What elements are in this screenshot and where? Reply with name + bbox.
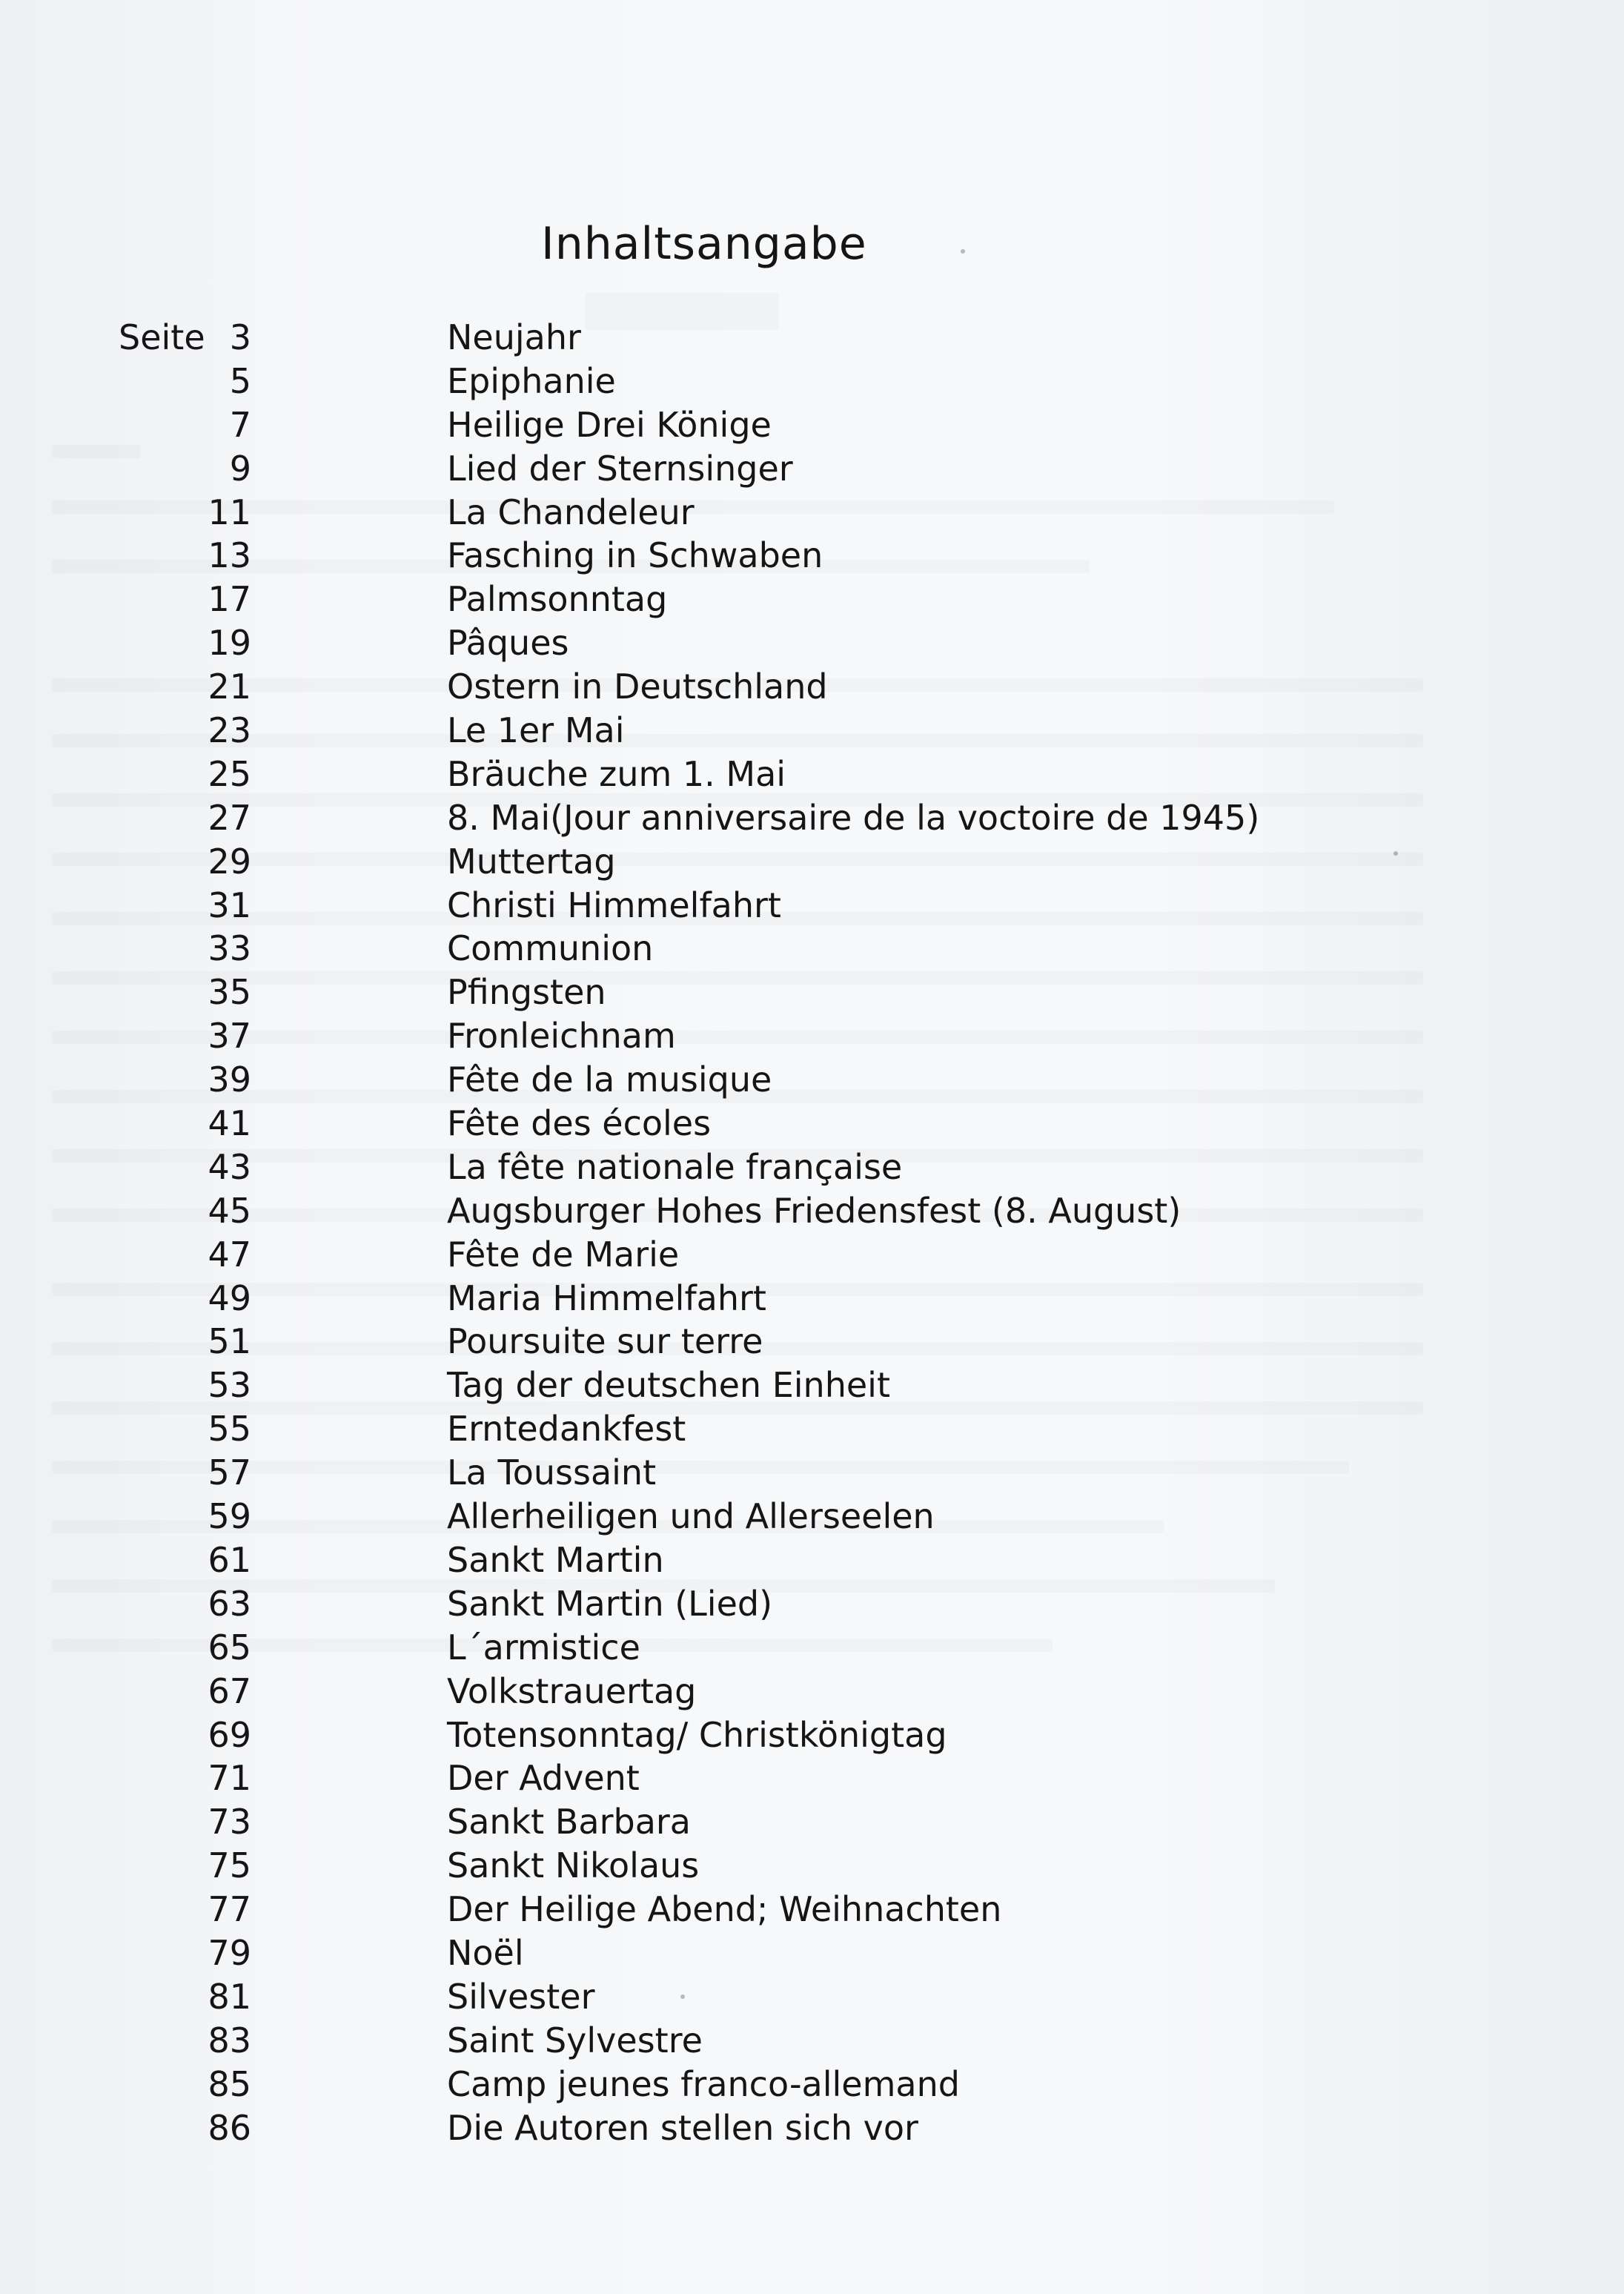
entry-title: Fasching in Schwaben (447, 535, 823, 576)
entry-title: Communion (447, 928, 654, 969)
page-number: 73 (208, 1802, 251, 1842)
page-number: 13 (208, 535, 251, 576)
toc-entry (0, 1014, 1624, 1058)
entry-title: Fête de Marie (447, 1234, 680, 1275)
toc-entry (0, 1495, 1624, 1538)
toc-entry (0, 1407, 1624, 1451)
entry-title: Noël (447, 1932, 524, 1973)
toc-entry (0, 1975, 1624, 2019)
toc-entry (0, 621, 1624, 665)
entry-title: Erntedankfest (447, 1409, 686, 1450)
page-number: 57 (208, 1452, 251, 1493)
toc-entry (0, 1582, 1624, 1626)
page-number: 61 (208, 1539, 251, 1580)
entry-title: Le 1er Mai (447, 710, 625, 751)
toc-entry (0, 578, 1624, 621)
page-title: Inhaltsangabe (541, 218, 867, 270)
entry-title: La fête nationale française (447, 1146, 903, 1187)
paper-speck (961, 249, 965, 254)
page-number: 39 (208, 1060, 251, 1100)
entry-title: Der Heilige Abend; Weihnachten (447, 1889, 1002, 1930)
toc-entry (0, 1888, 1624, 1931)
page-number: 27 (208, 797, 251, 838)
toc-entry (0, 1756, 1624, 1800)
page-number: 9 (229, 448, 251, 489)
toc-entry (0, 491, 1624, 535)
entry-title: Saint Sylvestre (447, 2020, 703, 2060)
toc-entry (0, 403, 1624, 447)
entry-title: Augsburger Hohes Friedensfest (8. August) (447, 1190, 1181, 1231)
page-number: 83 (208, 2020, 251, 2060)
entry-title: Fête des écoles (447, 1103, 712, 1144)
toc-entry (0, 840, 1624, 884)
entry-title: Sankt Martin (Lied) (447, 1583, 773, 1624)
toc-entry (0, 884, 1624, 928)
page-number: 11 (208, 492, 251, 532)
entry-title: Volkstrauertag (447, 1670, 697, 1711)
page-number: 3 (229, 317, 251, 357)
page-number: 25 (208, 753, 251, 794)
page-number: 67 (208, 1670, 251, 1711)
page-number: 75 (208, 1845, 251, 1886)
page-number: 63 (208, 1583, 251, 1624)
page-number: 45 (208, 1190, 251, 1231)
entry-title: Muttertag (447, 841, 616, 882)
toc-entry (0, 316, 1624, 360)
toc-entry (0, 1626, 1624, 1670)
page-number: 5 (229, 360, 251, 401)
entry-title: Camp jeunes franco-allemand (447, 2063, 960, 2104)
entry-title: Fronleichnam (447, 1016, 676, 1057)
entry-title: Pfingsten (447, 972, 606, 1013)
page-number: 47 (208, 1234, 251, 1275)
toc-entry (0, 1670, 1624, 1713)
page-number: 65 (208, 1627, 251, 1667)
toc-entry (0, 1146, 1624, 1189)
toc-entry (0, 1931, 1624, 1975)
toc-entry (0, 1451, 1624, 1495)
entry-title: 8. Mai(Jour anniversaire de la voctoire de 1945) (447, 797, 1260, 838)
page-number: 31 (208, 885, 251, 925)
table-of-contents (0, 316, 1624, 2149)
entry-title: Silvester (447, 1976, 595, 2017)
toc-entry (0, 1800, 1624, 1844)
entry-title: Lied der Sternsinger (447, 448, 793, 489)
seite-label: Seite (119, 317, 205, 357)
entry-title: La Toussaint (447, 1452, 657, 1493)
toc-entry (0, 753, 1624, 796)
page-number: 81 (208, 1976, 251, 2017)
page-number: 55 (208, 1409, 251, 1450)
toc-entry (0, 2019, 1624, 2063)
toc-entry (0, 2063, 1624, 2106)
toc-entry (0, 665, 1624, 709)
entry-title: La Chandeleur (447, 492, 695, 532)
toc-entry (0, 1233, 1624, 1277)
toc-entry (0, 1844, 1624, 1888)
toc-entry (0, 360, 1624, 403)
page-number: 33 (208, 928, 251, 969)
page-number: 23 (208, 710, 251, 751)
page-number: 17 (208, 579, 251, 620)
entry-title: Totensonntag/ Christkönigtag (447, 1714, 947, 1755)
page-number: 69 (208, 1714, 251, 1755)
entry-title: Bräuche zum 1. Mai (447, 753, 786, 794)
entry-title: Maria Himmelfahrt (447, 1277, 766, 1318)
page-number: 29 (208, 841, 251, 882)
entry-title: Neujahr (447, 317, 581, 357)
entry-title: Poursuite sur terre (447, 1321, 763, 1362)
toc-entry (0, 1363, 1624, 1407)
page-number: 7 (229, 404, 251, 445)
toc-entry (0, 1189, 1624, 1233)
entry-title: Palmsonntag (447, 579, 668, 620)
toc-entry (0, 927, 1624, 971)
toc-entry (0, 1058, 1624, 1102)
toc-entry (0, 796, 1624, 840)
toc-entry (0, 2106, 1624, 2150)
toc-entry (0, 1277, 1624, 1320)
entry-title: Sankt Nikolaus (447, 1845, 700, 1886)
page-number: 21 (208, 667, 251, 707)
page-number: 59 (208, 1496, 251, 1537)
toc-entry (0, 709, 1624, 753)
entry-title: Die Autoren stellen sich vor (447, 2107, 918, 2148)
page-number: 19 (208, 623, 251, 664)
entry-title: L´armistice (447, 1627, 640, 1667)
page-number: 85 (208, 2063, 251, 2104)
entry-title: Sankt Barbara (447, 1802, 691, 1842)
entry-title: Christi Himmelfahrt (447, 885, 781, 925)
page-number: 43 (208, 1146, 251, 1187)
entry-title: Epiphanie (447, 360, 616, 401)
toc-entry (0, 971, 1624, 1014)
entry-title: Sankt Martin (447, 1539, 664, 1580)
page-number: 86 (208, 2107, 251, 2148)
toc-entry (0, 447, 1624, 491)
toc-entry (0, 1538, 1624, 1582)
entry-title: Ostern in Deutschland (447, 667, 828, 707)
entry-title: Der Advent (447, 1758, 640, 1799)
page-number: 49 (208, 1277, 251, 1318)
entry-title: Tag der deutschen Einheit (447, 1365, 890, 1406)
toc-entry (0, 1102, 1624, 1146)
entry-title: Fête de la musique (447, 1060, 772, 1100)
toc-entry (0, 1713, 1624, 1757)
entry-title: Heilige Drei Könige (447, 404, 772, 445)
page-number: 35 (208, 972, 251, 1013)
entry-title: Pâques (447, 623, 569, 664)
page-number: 37 (208, 1016, 251, 1057)
page-number: 53 (208, 1365, 251, 1406)
page-number: 41 (208, 1103, 251, 1144)
page-number: 79 (208, 1932, 251, 1973)
toc-entry (0, 1320, 1624, 1363)
page-number: 77 (208, 1889, 251, 1930)
page-number: 71 (208, 1758, 251, 1799)
entry-title: Allerheiligen und Allerseelen (447, 1496, 935, 1537)
page-number: 51 (208, 1321, 251, 1362)
toc-entry (0, 534, 1624, 578)
